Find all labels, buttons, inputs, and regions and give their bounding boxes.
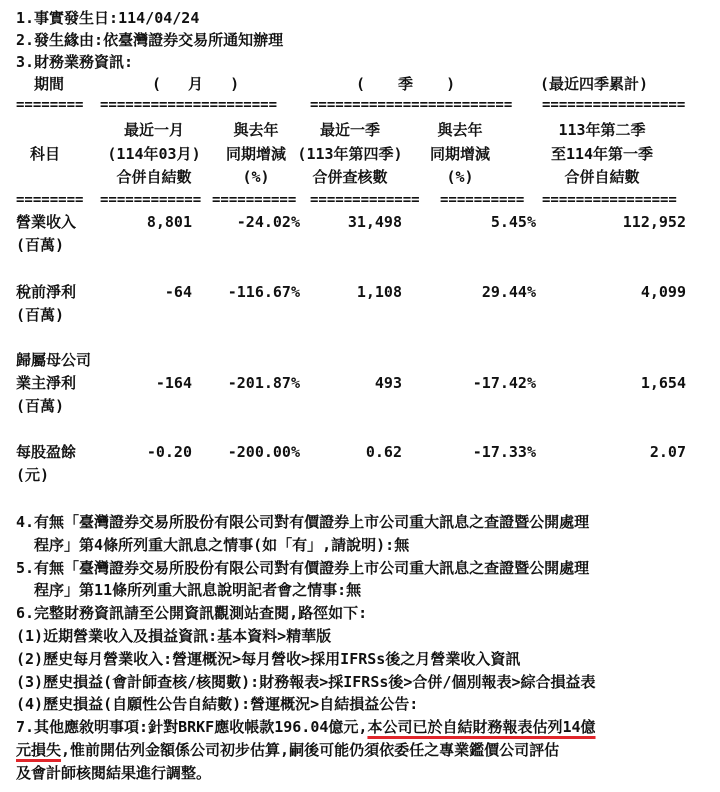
row-pretax-quarter-yoy: 29.44% <box>481 283 536 301</box>
row-net-income-four-quarter: 1,654 <box>640 374 686 392</box>
row-eps-quarter: 0.62 <box>365 443 402 461</box>
separator-item: ======== <box>16 97 84 113</box>
column-header-recent-month-2: (114年03月) <box>107 145 201 163</box>
row-net-income-label-1: 歸屬母公司 <box>16 351 92 369</box>
column-header-four-quarter-1: 113年第二季 <box>558 121 646 139</box>
row-pretax-label-1: 稅前淨利 <box>16 283 77 301</box>
note-7-prefix: 7.其他應敘明事項:針對BRKF應收帳款196.04億元, <box>16 718 368 736</box>
column-header-recent-quarter-2: (113年第四季) <box>297 145 403 163</box>
row-revenue-label-1: 營業收入 <box>16 213 77 231</box>
note-4-line-2: 程序」第4條所列重大訊息之情事(如「有」,請說明):無 <box>16 536 410 554</box>
note-7-highlight-2: 元損失 <box>16 741 62 759</box>
column-header-item: 科目 <box>30 145 61 163</box>
path-3-line: (3)歷史損益(會計師查核/核閱數):財務報表>採IFRSs後>合併/個別報表>綜合損益表 <box>16 673 596 691</box>
four-quarter-group-header: (最近四季累計) <box>540 75 649 93</box>
path-4-line: (4)歷史損益(自願性公告自結數):營運概況>自結損益公告: <box>16 695 419 713</box>
column-header-four-quarter-2: 至114年第一季 <box>550 145 654 163</box>
row-eps-four-quarter: 2.07 <box>649 443 686 461</box>
separator2-col5: ================ <box>542 192 677 208</box>
row-pretax-label-2: (百萬) <box>16 306 65 324</box>
row-eps-month: -0.20 <box>146 443 192 461</box>
note-7-line-2 <box>16 740 559 760</box>
column-header-quarter-yoy-3: (%) <box>446 168 474 186</box>
fact-date-line: 1.事實發生日:114/04/24 <box>16 9 200 27</box>
cause-line: 2.發生緣由:依臺灣證券交易所通知辦理 <box>16 31 284 49</box>
path-2-line: (2)歷史每月營業收入:營運概況>每月營收>採用IFRSs後之月營業收入資訊 <box>16 650 521 668</box>
note-7-rest: ,惟前開估列金額係公司初步估算,嗣後可能仍須依委任之專業鑑價公司評估 <box>61 741 560 759</box>
row-eps-quarter-yoy: -17.33% <box>472 443 536 461</box>
column-header-recent-quarter-3: 合併查核數 <box>312 168 388 186</box>
column-header-month-yoy-2: 同期增減 <box>225 145 286 163</box>
note-5-line-1: 5.有無「臺灣證券交易所股份有限公司對有價證券上市公司重大訊息之查證暨公開處理 <box>16 559 590 577</box>
column-header-recent-quarter-1: 最近一季 <box>319 121 380 139</box>
row-revenue-month-yoy: -24.02% <box>236 213 300 231</box>
row-net-income-quarter-yoy: -17.42% <box>472 374 536 392</box>
row-pretax-month-yoy: -116.67% <box>227 283 300 301</box>
column-header-recent-month-1: 最近一月 <box>123 121 184 139</box>
column-header-month-yoy-1: 與去年 <box>233 121 279 139</box>
path-1-line: (1)近期營業收入及損益資訊:基本資料>精華版 <box>16 627 332 645</box>
column-header-quarter-yoy-1: 與去年 <box>437 121 483 139</box>
row-pretax-four-quarter: 4,099 <box>640 283 686 301</box>
separator2-col4: ========== <box>440 192 525 208</box>
separator-month: ===================== <box>100 97 278 113</box>
row-revenue-month: 8,801 <box>146 213 192 231</box>
row-net-income-month: -164 <box>155 374 192 392</box>
note-7-line-1 <box>16 717 596 737</box>
separator2-col2: ========== <box>212 192 297 208</box>
row-net-income-label-2: 業主淨利 <box>16 374 77 392</box>
note-5-line-2: 程序」第11條所列重大訊息說明記者會之情事:無 <box>16 581 362 599</box>
column-header-month-yoy-3: (%) <box>242 168 270 186</box>
separator-four-quarter: ================= <box>542 97 686 113</box>
row-net-income-label-3: (百萬) <box>16 397 65 415</box>
separator2-col1: ============ <box>100 192 202 208</box>
column-header-four-quarter-3: 合併自結數 <box>564 168 640 186</box>
quarter-group-header: ( 季 ) <box>356 75 456 93</box>
row-pretax-month: -64 <box>164 283 192 301</box>
period-label: 期間 <box>34 75 65 93</box>
row-eps-label-2: (元) <box>16 466 50 484</box>
note-7-highlight-1: 本公司已於自結財務報表估列14億 <box>367 718 596 736</box>
row-eps-label-1: 每股盈餘 <box>16 443 77 461</box>
month-group-header: ( 月 ) <box>152 75 240 93</box>
note-4-line-1: 4.有無「臺灣證券交易所股份有限公司對有價證券上市公司重大訊息之查證暨公開處理 <box>16 513 590 531</box>
column-header-recent-month-3: 合併自結數 <box>116 168 192 186</box>
row-revenue-four-quarter: 112,952 <box>622 213 686 231</box>
row-revenue-quarter: 31,498 <box>347 213 402 231</box>
separator-quarter: ======================== <box>310 97 513 113</box>
row-revenue-quarter-yoy: 5.45% <box>490 213 536 231</box>
separator2-item: ======== <box>16 192 84 208</box>
note-6-line: 6.完整財務資訊請至公開資訊觀測站查閱,路徑如下: <box>16 604 368 622</box>
row-net-income-quarter: 493 <box>374 374 402 392</box>
note-7-line-3: 及會計師核閱結果進行調整。 <box>16 764 212 782</box>
row-net-income-month-yoy: -201.87% <box>227 374 300 392</box>
row-revenue-label-2: (百萬) <box>16 236 65 254</box>
row-eps-month-yoy: -200.00% <box>227 443 300 461</box>
row-pretax-quarter: 1,108 <box>356 283 402 301</box>
column-header-quarter-yoy-2: 同期增減 <box>429 145 490 163</box>
separator2-col3: ============= <box>310 192 420 208</box>
financial-info-heading: 3.財務業務資訊: <box>16 53 134 71</box>
